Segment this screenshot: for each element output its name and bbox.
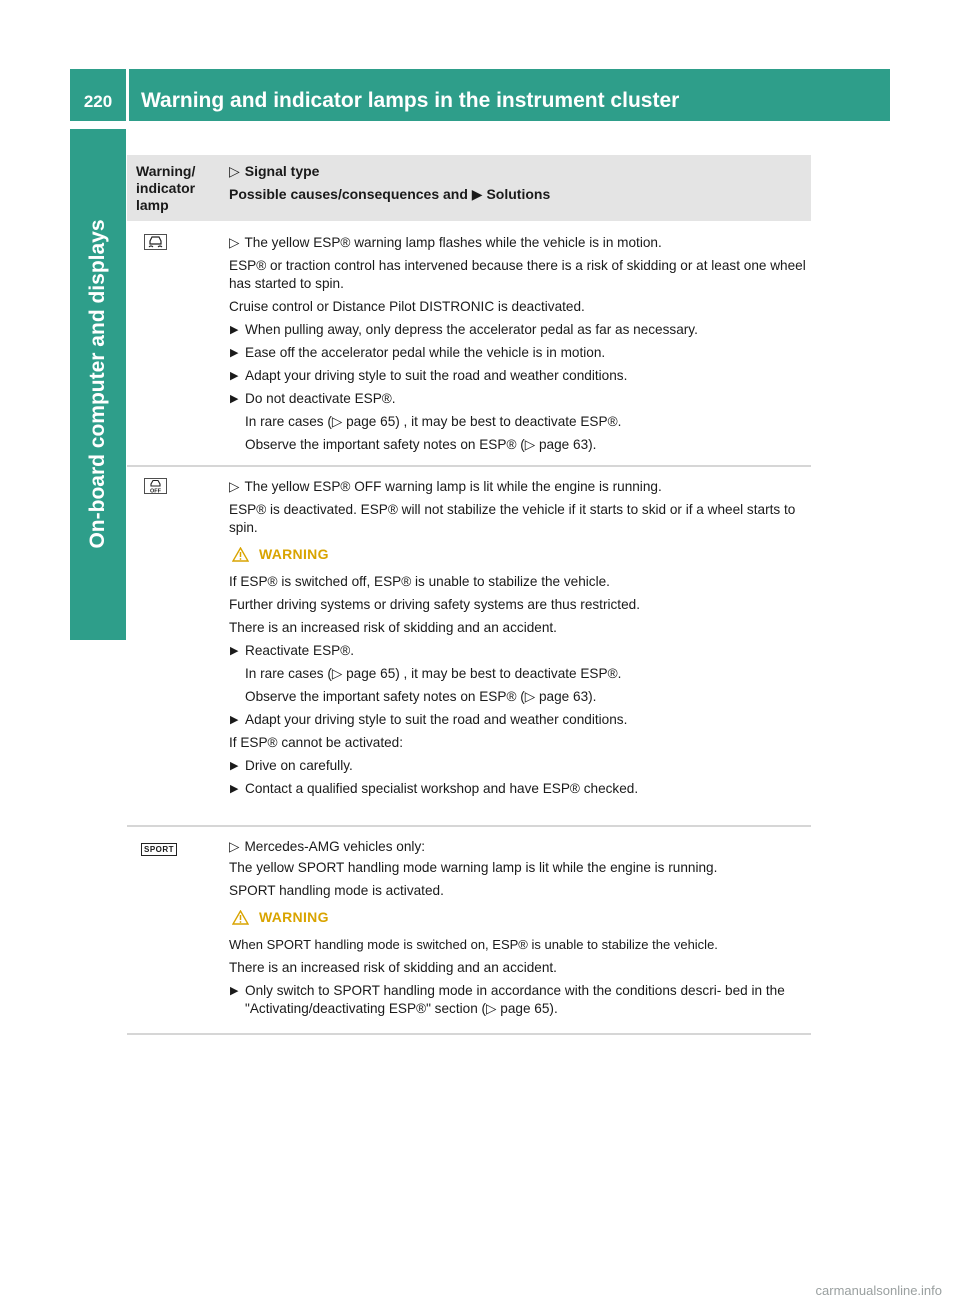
row-divider xyxy=(127,1033,811,1035)
header-divider xyxy=(126,69,129,121)
step-arrow-icon: ▶ xyxy=(230,645,239,657)
row-text: ▷ The yellow ESP® OFF warning lamp is lit while the engine is running. ESP® is deactivated. ESP® will not stabilize the vehicle if it starts to skid or if a wheel starts to spin. WARNING If ESP® is switched off, ESP® is unable to stabilize the vehicle. Further driving systems or driving safety systems are thus restricted. There is an increased risk of skidding and an accident. ▶ Reactivate ESP®. In rare cases (▷ page 65) , it may be best to deactivate ESP®. Observe the important safety notes on ESP® (▷ page 63). ▶ Adapt your driving style to suit the road and weather conditions. If ESP® cannot be activated: ▶ Drive on carefully. ▶ Contact a qualified specialist workshop and have ESP® checked. xyxy=(229,478,811,803)
warning-heading: WARNING xyxy=(232,908,811,926)
signal-triangle-icon: ▷ xyxy=(229,235,240,250)
step-arrow-icon: ▶ xyxy=(230,985,239,997)
warning-heading: WARNING xyxy=(232,545,811,563)
step-arrow-icon: ▶ xyxy=(230,760,239,772)
page-title: Warning and indicator lamps in the instrument cluster xyxy=(141,89,680,112)
header-signal-column: ▷ Signal type Possible causes/consequences and ▶ Solutions xyxy=(229,163,551,202)
step-arrow-icon: ▶ xyxy=(230,714,239,726)
step-arrow-icon: ▶ xyxy=(230,347,239,359)
page-reference[interactable]: In rare cases (▷ page 65) , it may be best to deactivate ESP®. xyxy=(245,666,622,681)
svg-text:OFF: OFF xyxy=(150,488,161,494)
page-reference[interactable]: Observe the important safety notes on ESP® (▷ page 63). xyxy=(245,437,597,452)
esp-off-icon xyxy=(144,478,167,494)
signal-triangle-icon: ▷ xyxy=(229,479,240,494)
warning-triangle-icon xyxy=(232,910,249,925)
row-divider xyxy=(127,825,811,827)
signal-triangle-icon: ▷ xyxy=(229,163,240,179)
warning-triangle-icon xyxy=(232,547,249,562)
step-arrow-icon: ▶ xyxy=(230,783,239,795)
step-arrow-icon: ▶ xyxy=(230,324,239,336)
page-number: 220 xyxy=(83,92,113,111)
page-reference[interactable]: In rare cases (▷ page 65) , it may be best to deactivate ESP®. xyxy=(245,414,622,429)
solution-arrow-icon: ▶ xyxy=(471,186,483,202)
signal-triangle-icon: ▷ xyxy=(229,839,240,854)
esp-skid-icon xyxy=(144,234,167,250)
step-arrow-icon: ▶ xyxy=(230,370,239,382)
header-lamp-column: Warning/ indicator lamp xyxy=(136,163,196,213)
sport-icon: SPORT xyxy=(141,839,164,855)
watermark: carmanualsonline.info xyxy=(815,1283,942,1298)
table-header xyxy=(127,155,811,221)
row-divider xyxy=(127,465,811,467)
row-text: ▷ Mercedes-AMG vehicles only: The yellow SPORT handling mode warning lamp is lit while the engine is running. SPORT handling mode is activated. WARNING When SPORT handling mode is switched on, ESP® is unable to stabilize the vehicle. There is an increased risk of skidding and an accident. ▶ Only switch to SPORT handling mode in accordance with the conditions descri- bed in the "Activating/deactivating ESP®" section (▷ page 65). xyxy=(229,838,811,1023)
step-arrow-icon: ▶ xyxy=(230,393,239,405)
side-chapter-title: On-board computer and displays xyxy=(86,219,109,549)
page-reference[interactable]: Observe the important safety notes on ESP® (▷ page 63). xyxy=(245,689,597,704)
row-text: ▷ The yellow ESP® warning lamp flashes while the vehicle is in motion. ESP® or traction control has intervened because there is a risk of skidding or at least one wheel has started to spin. Cruise control or Distance Pilot DISTRONIC is deactivated. ▶ When pulling away, only depress the accelerator pedal as far as necessary. ▶ Ease off the accelerator pedal while the vehicle is in motion. ▶ Adapt your driving style to suit the road and weather conditions. ▶ Do not deactivate ESP®. In rare cases (▷ page 65) , it may be best to deactivate ESP®. Observe the important safety notes on ESP® (▷ page 63). xyxy=(229,234,811,459)
